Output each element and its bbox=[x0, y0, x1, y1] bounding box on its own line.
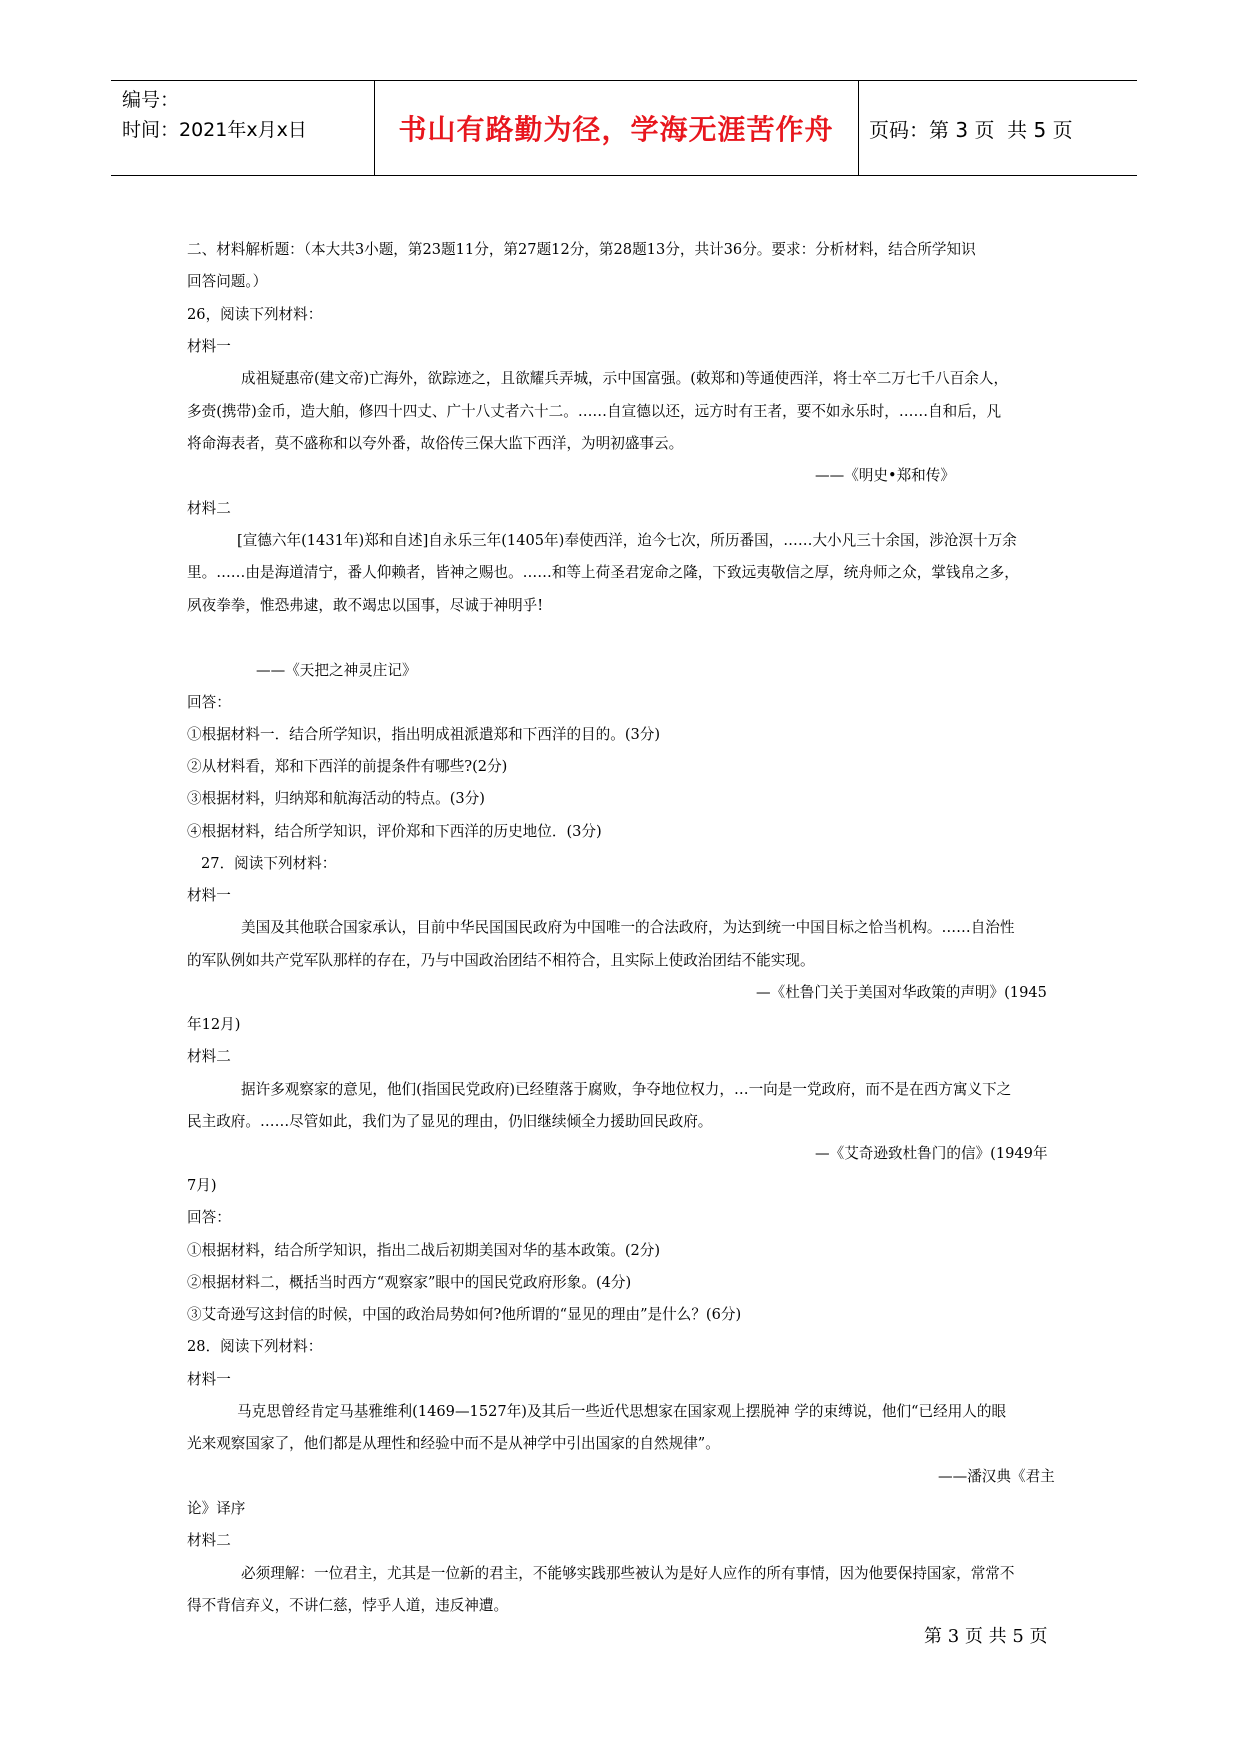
document-header bbox=[111, 80, 1137, 176]
citation: —《杜鲁门关于美国对华政策的声明》(1945 bbox=[756, 984, 1047, 1001]
material-label: 材料二 bbox=[187, 1532, 231, 1549]
text-line: 得不背信弃义，不讲仁慈，悖乎人道，违反神遭。 bbox=[187, 1597, 509, 1614]
question-item: ③艾奇逊写这封信的时候，中国的政治局势如何?他所谓的“显见的理由”是什么？(6分) bbox=[187, 1306, 742, 1323]
question-item: ④根据材料，结合所学知识，评价郑和下西洋的历史地位．(3分) bbox=[187, 823, 602, 840]
page-footer: 第 3 页 共 5 页 bbox=[924, 1626, 1048, 1647]
text-line: 夙夜拳拳，惟恐弗逮，敢不竭忠以国事，尽诚于神明乎! bbox=[187, 597, 544, 614]
page-total: 5 bbox=[1033, 118, 1047, 142]
citation-continued: 论》译序 bbox=[187, 1500, 246, 1517]
question-title: 28．阅读下列材料： bbox=[187, 1338, 323, 1355]
question-item: ①根据材料一．结合所学知识，指出明成祖派遣郑和下西洋的目的。(3分) bbox=[187, 726, 661, 743]
header-divider bbox=[858, 81, 859, 175]
number-label: 编号： bbox=[122, 89, 180, 111]
text-line: 里。……由是海道清宁，番人仰赖者，皆神之赐也。……和等上荷圣君宠命之隆，下致远夷敬信之厚，统舟师之众，掌钱帛之多， bbox=[187, 564, 1019, 581]
question-item: ②根据材料二，概括当时西方“观察家”眼中的国民党政府形象。(4分) bbox=[187, 1274, 632, 1291]
page-indicator bbox=[869, 114, 1073, 143]
material-label: 材料二 bbox=[187, 1048, 231, 1065]
text-line: 光来观察国家了，他们都是从理性和经验中而不是从神学中引出国家的自然规律”。 bbox=[187, 1435, 720, 1452]
text-line: 马克思曾经肯定马基雅维利(1469—1527年)及其后一些近代思想家在国家观上摆脱神 学的束缚说，他们“已经用人的眼 bbox=[237, 1403, 1007, 1420]
header-meta bbox=[122, 85, 307, 145]
text-line: 回答问题。） bbox=[187, 273, 268, 290]
citation: ——《天把之神灵庄记》 bbox=[256, 662, 417, 679]
text-line: 据许多观察家的意见，他们(指国民党政府)已经堕落于腐败，争夺地位权力，…一向是一党政府，而不是在西方寓义下之 bbox=[241, 1081, 1012, 1098]
text-line: 多赍(携带)金币，造大舶，修四十四丈、广十八丈者六十二。……自宣德以还，远方时有王者，要不如永乐时，……自和后，凡 bbox=[187, 403, 1002, 420]
citation: —《艾奇逊致杜鲁门的信》(1949年 bbox=[815, 1145, 1048, 1162]
citation-continued: 年12月) bbox=[187, 1016, 241, 1033]
material-label: 材料二 bbox=[187, 500, 231, 517]
text-line: 成祖疑惠帝(建文帝)亡海外，欲踪迹之，且欲耀兵弄城，示中国富强。(敕郑和)等通使西洋，将士卒二万七千八百余人， bbox=[241, 370, 1009, 387]
text-line: 美国及其他联合国家承认，目前中华民国国民政府为中国唯一的合法政府，为达到统一中国目标之恰当机构。……自治性 bbox=[241, 919, 1015, 936]
answer-label: 回答： bbox=[187, 694, 231, 711]
answer-label: 回答： bbox=[187, 1209, 231, 1226]
page-label: 页码：第 bbox=[869, 118, 949, 142]
text-line: 的军队例如共产党军队那样的存在，乃与中国政治团结不相符合，且实际上使政治团结不能实现。 bbox=[187, 952, 815, 969]
material-label: 材料一 bbox=[187, 1371, 231, 1388]
page-end: 页 bbox=[1052, 118, 1073, 142]
text-line: 将命海表者，莫不盛称和以夸外番，故俗传三保大监下西洋，为明初盛事云。 bbox=[187, 435, 684, 452]
section-heading: 二、材料解析题：（本大共3小题，第23题11分，第27题12分，第28题13分，共计36分。要求：分析材料，结合所学知识 bbox=[187, 241, 976, 258]
text-line: [宣德六年(1431年)郑和自述]自永乐三年(1405年)奉使西洋，迨今七次，所历番国，……大小凡三十余国，涉沧溟十万余 bbox=[237, 532, 1017, 549]
citation: ——《明史•郑和传》 bbox=[815, 467, 955, 484]
page-current: 3 bbox=[955, 118, 969, 142]
citation: ——潘汉典《君主 bbox=[938, 1468, 1055, 1485]
time-label: 时间：2021年x月x日 bbox=[122, 119, 307, 141]
citation-continued: 7月) bbox=[187, 1177, 217, 1194]
text-line: 必须理解：一位君主，尤其是一位新的君主，不能够实践那些被认为是好人应作的所有事情，因为他要保持国家，常常不 bbox=[241, 1565, 1015, 1582]
motto: 书山有路勤为径，学海无涯苦作舟 bbox=[398, 113, 834, 146]
question-title: 27．阅读下列材料： bbox=[201, 855, 337, 872]
question-title: 26，阅读下列材料： bbox=[187, 306, 323, 323]
material-label: 材料一 bbox=[187, 338, 231, 355]
question-item: ③根据材料，归纳郑和航海活动的特点。(3分) bbox=[187, 790, 485, 807]
text-line: 民主政府。……尽管如此，我们为了显见的理由，仍旧继续倾全力援助回民政府。 bbox=[187, 1113, 713, 1130]
question-item: ②从材料看，郑和下西洋的前提条件有哪些?(2分) bbox=[187, 758, 508, 775]
question-item: ①根据材料，结合所学知识，指出二战后初期美国对华的基本政策。(2分) bbox=[187, 1242, 661, 1259]
material-label: 材料一 bbox=[187, 887, 231, 904]
page-mid: 页 共 bbox=[974, 118, 1028, 142]
